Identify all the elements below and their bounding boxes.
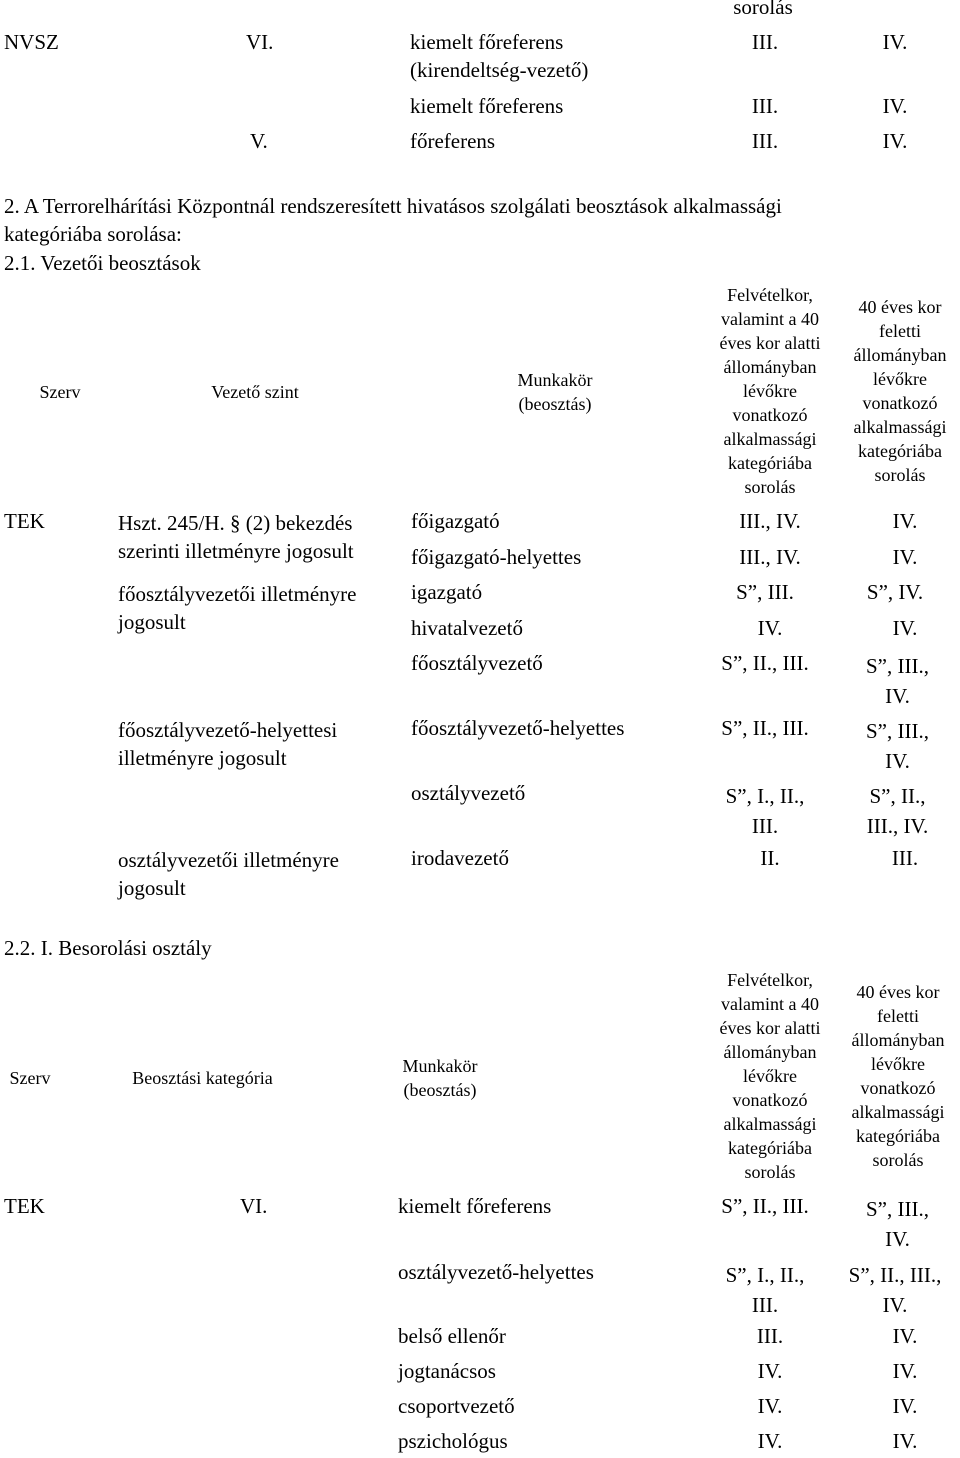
t1-col-a: S”, III. bbox=[736, 580, 794, 604]
t2-header-munkakor: Munkakör (beosztás) bbox=[402, 1056, 478, 1100]
t1-header-munkakor: Munkakör (beosztás) bbox=[517, 370, 593, 414]
top-munkakor: kiemelt főreferens bbox=[410, 94, 564, 118]
t2-header-col-a: Felvételkor, valamint a 40 éves kor alatti állományban lévőkre vonatkozó alkalmassági kategóriába sorolás bbox=[719, 970, 821, 1182]
top-col-a: III. bbox=[751, 129, 779, 153]
t1-col-b: IV. bbox=[892, 509, 918, 533]
t1-col-a: IV. bbox=[757, 616, 783, 640]
t1-group: főosztályvezető-helyettesi illetményre jogosult bbox=[118, 718, 338, 770]
t1-col-a: S”, I., II., III. bbox=[725, 784, 805, 838]
top-cat: V. bbox=[250, 129, 268, 153]
t1-munkakor: igazgató bbox=[411, 580, 483, 604]
t2-munkakor: jogtanácsos bbox=[398, 1359, 496, 1383]
t1-col-b: S”, III., IV. bbox=[866, 654, 929, 708]
top-sorolas: sorolás bbox=[733, 0, 793, 19]
t2-col-a: IV. bbox=[757, 1429, 783, 1453]
t2-col-b: IV. bbox=[892, 1394, 918, 1418]
t1-header-col-b: 40 éves kor feletti állományban lévőkre vonatkozó alkalmassági kategóriába sorolás bbox=[853, 297, 947, 485]
section-2-heading: 2. A Terrorelhárítási Központnál rendszeresített hivatásos szolgálati beosztások alkalmassági bbox=[4, 194, 782, 218]
t2-col-b: IV. bbox=[892, 1359, 918, 1383]
t2-kategoria: VI. bbox=[240, 1194, 268, 1218]
top-cat: VI. bbox=[246, 30, 274, 54]
t2-header-kategoria: Beosztási kategória bbox=[132, 1068, 273, 1088]
t1-col-a: S”, II., III. bbox=[721, 651, 809, 675]
section-2-heading-cont: kategóriába sorolása: bbox=[4, 222, 182, 246]
t2-col-a: S”, II., III. bbox=[721, 1194, 809, 1218]
t1-col-b: III. bbox=[891, 846, 919, 870]
section-2-1-title: 2.1. Vezetői beosztások bbox=[4, 251, 201, 275]
t1-col-b: IV. bbox=[892, 545, 918, 569]
t1-munkakor: hivatalvezető bbox=[411, 616, 523, 640]
top-munkakor: főreferens bbox=[410, 129, 496, 153]
t2-header-col-b: 40 éves kor feletti állományban lévőkre vonatkozó alkalmassági kategóriába sorolás bbox=[851, 982, 945, 1170]
top-col-a: III. bbox=[751, 94, 779, 118]
section-2-2-title: 2.2. I. Besorolási osztály bbox=[4, 936, 212, 960]
t2-col-b: S”, III., IV. bbox=[866, 1197, 929, 1251]
t1-munkakor: főosztályvezető-helyettes bbox=[411, 716, 625, 740]
t2-col-a: III. bbox=[756, 1324, 784, 1348]
t1-header-szint: Vezető szint bbox=[211, 382, 299, 402]
t1-group: osztályvezetői illetményre jogosult bbox=[118, 848, 339, 900]
t1-col-b: S”, II., III., IV. bbox=[866, 784, 929, 838]
t1-col-a: III., IV. bbox=[739, 509, 801, 533]
t1-group: főosztályvezetői illetményre jogosult bbox=[118, 582, 357, 634]
t2-col-a: IV. bbox=[757, 1359, 783, 1383]
t1-group: Hszt. 245/H. § (2) bekezdés szerinti illetményre jogosult bbox=[118, 511, 354, 563]
t2-munkakor: kiemelt főreferens bbox=[398, 1194, 552, 1218]
t2-munkakor: osztályvezető-helyettes bbox=[398, 1260, 594, 1284]
t1-col-a: III., IV. bbox=[739, 545, 801, 569]
t1-munkakor: főosztályvezető bbox=[411, 651, 543, 675]
t1-munkakor: irodavezető bbox=[411, 846, 509, 870]
t1-munkakor: osztályvezető bbox=[411, 781, 526, 805]
t2-munkakor: csoportvezető bbox=[398, 1394, 515, 1418]
t2-col-a: IV. bbox=[757, 1394, 783, 1418]
t2-header-szerv: Szerv bbox=[9, 1068, 51, 1088]
t2-col-b: S”, II., III., IV. bbox=[848, 1263, 942, 1317]
top-col-a: III. bbox=[751, 30, 779, 54]
t1-header-col-a: Felvételkor, valamint a 40 éves kor alatti állományban lévőkre vonatkozó alkalmassági kategóriába sorolás bbox=[719, 285, 821, 497]
t2-col-b: IV. bbox=[892, 1324, 918, 1348]
top-col-b: IV. bbox=[882, 129, 908, 153]
t2-col-a: S”, I., II., III. bbox=[725, 1263, 805, 1317]
top-munkakor: kiemelt főreferens bbox=[410, 30, 564, 54]
t1-munkakor: főigazgató bbox=[411, 509, 500, 533]
t1-col-a: II. bbox=[760, 846, 780, 870]
t1-munkakor: főigazgató-helyettes bbox=[411, 545, 582, 569]
t1-szerv: TEK bbox=[4, 509, 45, 533]
t1-header-szerv: Szerv bbox=[39, 382, 81, 402]
t1-col-a: S”, II., III. bbox=[721, 716, 809, 740]
t1-col-b: S”, III., IV. bbox=[866, 719, 929, 773]
top-col-b: IV. bbox=[882, 94, 908, 118]
t1-col-b: IV. bbox=[892, 616, 918, 640]
t2-col-b: IV. bbox=[892, 1429, 918, 1453]
t2-munkakor: belső ellenőr bbox=[398, 1324, 506, 1348]
t1-col-b: S”, IV. bbox=[866, 580, 924, 604]
top-munkakor-2: (kirendeltség-vezető) bbox=[410, 58, 589, 82]
t2-munkakor: pszichológus bbox=[398, 1429, 508, 1453]
top-col-b: IV. bbox=[882, 30, 908, 54]
top-szerv: NVSZ bbox=[4, 30, 59, 54]
t2-szerv: TEK bbox=[4, 1194, 45, 1218]
